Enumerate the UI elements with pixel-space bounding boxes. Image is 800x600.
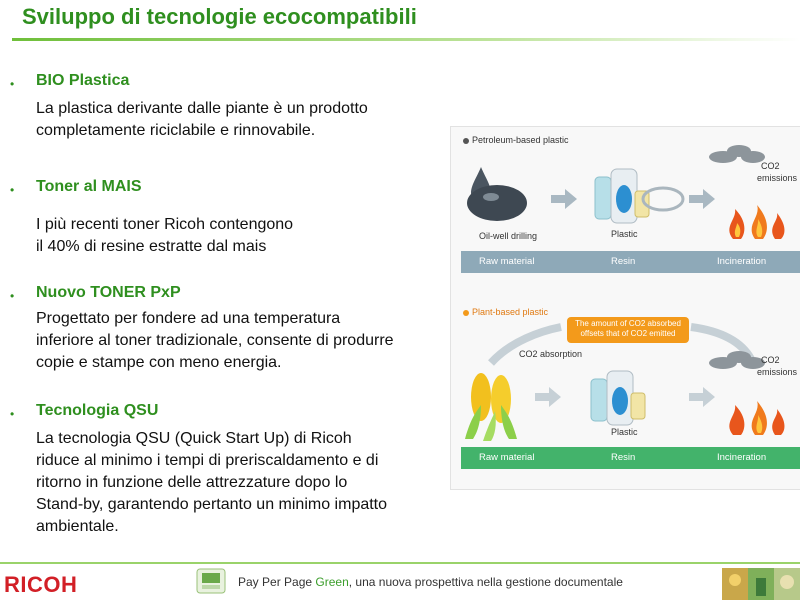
bullet-line: riduce al minimo i tempi di preriscaldamento e di (36, 452, 379, 469)
ricoh-logo: RICOH (4, 572, 78, 597)
band-incineration: Incineration (717, 256, 767, 267)
bullet-heading: Tecnologia QSU (36, 402, 159, 419)
flame-icon (729, 401, 784, 435)
bullet-line: Stand-by, garantendo pertanto un minimo impatto (36, 496, 388, 513)
bullet-text (36, 428, 456, 538)
bottles-icon (591, 371, 645, 425)
co2-offset-callout: The amount of CO2 absorbed offsets that of CO2 emitted (567, 317, 689, 343)
bullet-line: ritorno in funzione delle attrezzature dopo lo (36, 474, 348, 491)
band-incineration: Incineration (717, 452, 767, 463)
bullet-line: ambientale. (36, 518, 119, 535)
band-raw-material: Raw material (479, 256, 535, 267)
emissions-label: emissions (757, 367, 798, 377)
page-title: Sviluppo di tecnologie ecocompatibili (22, 4, 417, 29)
bottles-icon (595, 169, 683, 223)
petroleum-process-band (461, 251, 800, 273)
bullet-dot-icon: • (10, 289, 15, 303)
plastic-lifecycle-diagram (450, 126, 800, 490)
bullet-line: La plastica derivante dalle piante è un prodotto (36, 100, 368, 117)
bullet-line: il 40% di resine estratte dal mais (36, 238, 267, 255)
band-resin: Resin (611, 452, 636, 463)
co2-label: CO2 (761, 161, 780, 171)
bullet-line: copie e stampe con meno energia. (36, 354, 282, 371)
nature-photos-icon (722, 568, 800, 600)
bullet-line: completamente riciclabile e rinnovabile. (36, 122, 316, 139)
plant-process-band (461, 447, 800, 469)
smoke-icon (709, 145, 765, 163)
corn-icon (465, 373, 517, 441)
band-raw-material: Raw material (479, 452, 535, 463)
bullet-line: Progettato per fondere ad una temperatura (36, 310, 341, 327)
footer-divider (0, 562, 800, 564)
arrow-icon (551, 189, 577, 209)
bullet-text (36, 214, 456, 258)
title-divider (12, 38, 800, 41)
plant-section-label: Plant-based plastic (463, 307, 548, 317)
petroleum-section-label: Petroleum-based plastic (463, 135, 569, 145)
plastic-label: Plastic (611, 229, 638, 239)
oil-well-label: Oil-well drilling (479, 231, 538, 241)
bullet-line: I più recenti toner Ricoh contengono (36, 216, 294, 233)
bullet-line: La tecnologia QSU (Quick Start Up) di Ricoh (36, 430, 352, 447)
bullet-heading: BIO Plastica (36, 72, 130, 89)
bullet-line: inferiore al toner tradizionale, consente di produrre (36, 332, 394, 349)
emissions-label: emissions (757, 173, 798, 183)
bullet-heading: Nuovo TONER PxP (36, 284, 181, 301)
oil-drop-icon (467, 167, 527, 221)
plastic-label: Plastic (611, 427, 638, 437)
bullet-heading: Toner al MAIS (36, 178, 142, 195)
arrow-icon (689, 189, 715, 209)
footer-tagline: Pay Per Page Green, una nuova prospettiva nella gestione documentale (238, 575, 623, 589)
band-resin: Resin (611, 256, 636, 267)
bullet-dot-icon: • (10, 183, 15, 197)
legend-dot-icon (463, 310, 469, 316)
bullet-text (36, 98, 456, 142)
bullet-dot-icon: • (10, 77, 15, 91)
co2-label: CO2 (761, 355, 780, 365)
bullet-text (36, 308, 456, 374)
flame-icon (729, 205, 784, 239)
bullet-dot-icon: • (10, 407, 15, 421)
co2-absorption-label: CO2 absorption (519, 349, 583, 359)
pay-per-page-logo-icon (196, 568, 226, 594)
